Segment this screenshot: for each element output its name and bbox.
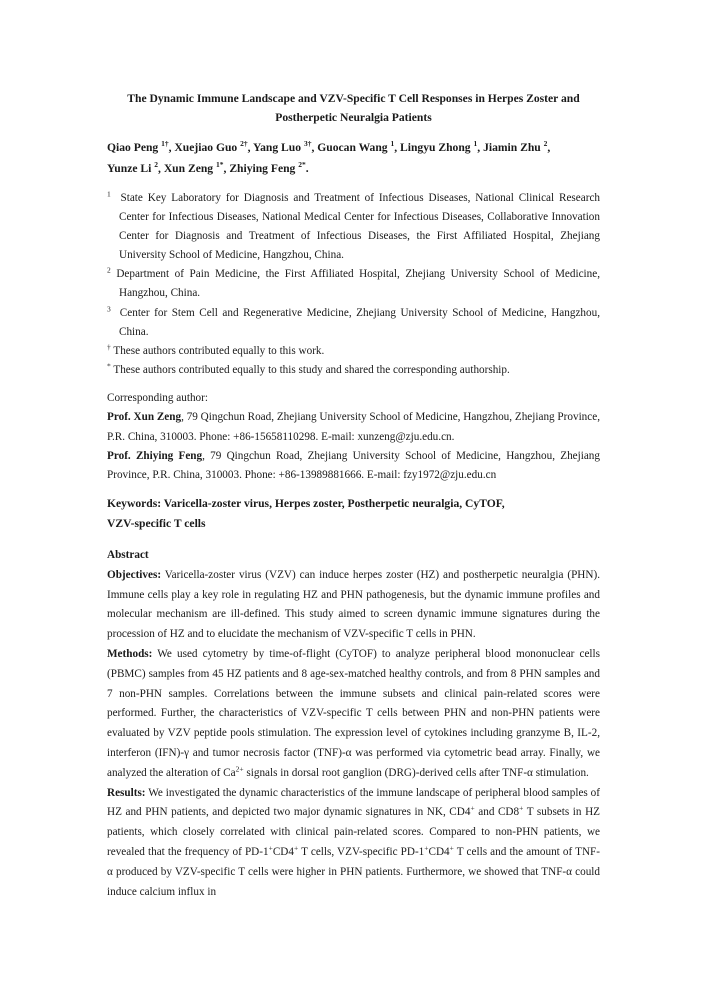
superscript: + [424,843,429,853]
corresponding-author-2 [107,447,600,486]
author-affil-mark: 2 [154,160,159,170]
abstract-methods [107,645,600,784]
superscript: + [293,843,299,853]
section-text: and CD8 [474,806,520,819]
affiliation-mark: 3 [107,303,111,313]
superscript: + [519,803,524,813]
section-text: T subsets in HZ patients, which closely correlated with clinical pain-related scores. Compared to non-PHN patients, we revealed that the frequency of PD-1 [107,806,600,858]
affiliation-2 [107,265,600,303]
corresponding-authors [107,389,600,485]
section-label: Results: [107,786,146,799]
title-line-1: The Dynamic Immune Landscape and VZV-Specific T Cell Responses in Herpes Zoster and [127,92,580,105]
author-affil-mark: 2 [543,139,548,149]
affiliation-mark: 2 [107,265,111,275]
abstract-heading: Abstract [107,549,149,561]
section-label: Objectives: [107,568,162,581]
author-name: Guocan Wang [317,141,388,154]
author-name: Jiamin Zhu [483,141,541,154]
equal-contribution-note [107,342,600,361]
superscript: 2+ [235,764,244,774]
abstract-objectives [107,566,600,645]
abstract-results [107,784,600,903]
affiliation-mark: 1 [107,189,111,199]
section-text: signals in dorsal root ganglion (DRG)-derived cells after TNF-α stimulation. [243,766,589,779]
contact-text: , 79 Qingchun Road, Zhejiang University School of Medicine, Hangzhou, Zhejiang Province, P.R. China, 310003. Phone: +86-15658110298. E-mail: xunzeng@zju.edu.cn. [107,411,600,443]
superscript: + [470,803,475,813]
author-name: Prof. Xun Zeng [107,411,182,424]
abstract [107,546,600,902]
author-name: Prof. Zhiying Feng [107,449,203,462]
note-text: These authors contributed equally to this study and shared the corresponding authorship. [113,363,510,376]
superscript: + [268,843,273,853]
section-label: Methods: [107,647,153,660]
note-text: These authors contributed equally to this work. [113,344,325,357]
corresponding-note [107,361,600,380]
affiliation-text: Department of Pain Medicine, the First Affiliated Hospital, Zhejiang University School of Medicine, Hangzhou, China. [116,268,601,300]
keywords-line-2: VZV-specific T cells [107,517,206,530]
superscript: + [449,843,454,853]
title-line-2: Postherpetic Neuralgia Patients [275,111,432,124]
author-list: Qiao Peng $^{1\dagger}$, Xuejiao Guo $^{2\dagger}$, Yang Luo $^{3\dagger}$, Guocan Wang $^1$, Lingyu Zhong $^1$, Jiamin Zhu $^2$, Yunze Li $^2$, Xun Zeng $^{1*}$, Zhiying Feng $^{2*}$. [107,139,551,175]
author-name: Zhiying Feng [229,162,296,175]
affiliation-1 [107,189,600,265]
author-name: Lingyu Zhong [400,141,471,154]
author-affil-mark: 1 [390,139,395,149]
affiliation-3 [107,304,600,342]
section-text: T cells, VZV-specific PD-1 [298,845,425,858]
keywords-line-1: Keywords: Varicella-zoster virus, Herpes zoster, Postherpetic neuralgia, CyTOF, [107,497,505,510]
section-text: We used cytometry by time-of-flight (CyTOF) to analyze peripheral blood mononuclear cells (PBMC) samples from 45 HZ patients and 8 age-sex-matched healthy controls, and from 8 PHN samples and 7 non-PHN samples. Correlations between the immune subsets and clinical pain-related scores were performed. Further, the characteristics of VZV-specific T cells between PHN and non-PHN patients were evaluated by VZV peptide pools stimulation. The expression level of cytokines including granzyme B, IL-2, interferon (IFN)-γ and tumor necrosis factor (TNF)-α was performed via cytometric bead array. Finally, we analyzed the alteration of Ca [107,647,600,779]
author-name: Xun Zeng [163,162,214,175]
author-affil-mark: 2† [240,139,248,149]
corresponding-author-1 [107,408,600,447]
affiliation-text: State Key Laboratory for Diagnosis and Treatment of Infectious Diseases, National Clinical Research Center for Infectious Diseases, National Medical Center for Infectious Diseases, Collaborative Innovation Center for Diagnosis and Treatment of Infectious Diseases, the First Affiliated Hospital, Zhejiang University School of Medicine, Hangzhou, China. [119,192,601,262]
keywords [107,494,600,534]
dagger-mark: † [107,342,111,352]
corresponding-heading: Corresponding author: [107,392,208,404]
section-text: We investigated the dynamic characteristics of the immune landscape of peripheral blood samples of HZ and PHN patients, and depicted two major dynamic signatures in NK, CD4 [107,786,600,819]
section-text: T cells and the amount of TNF-α produced by VZV-specific T cells were higher in PHN patients. Furthermore, we showed that TNF-α could induce calcium influx in [107,845,600,898]
author-affil-mark: 1† [161,139,169,149]
author-affil-mark: 1 [473,139,478,149]
section-text: CD4 [272,845,294,858]
affiliations [107,189,600,380]
author-affil-mark: 3† [303,139,312,149]
section-text: Varicella-zoster virus (VZV) can induce herpes zoster (HZ) and postherpetic neuralgia (PHN). Immune cells play a key role in regulating HZ and PHN pathogenesis, but the dynamic immune profiles and molecular mechanism are ill-defined. This study aimed to screen dynamic immune signatures during the procession of HZ and to elucidate the mechanism of VZV-specific T cells in PHN. [107,568,600,641]
author-name: Yunze Li [107,162,152,175]
paper-title [107,89,600,127]
affiliation-text: Center for Stem Cell and Regenerative Medicine, Zhejiang University School of Medicine, Hangzhou, China. [119,306,600,338]
contact-text: , 79 Qingchun Road, Zhejiang University School of Medicine, Hangzhou, Zhejiang Province, P.R. China, 310003. Phone: +86-13989881666. E-mail: fzy1972@zju.edu.cn [107,449,600,482]
author-name: Xuejiao Guo [174,141,238,154]
author-affil-mark: 1* [216,160,224,170]
author-affil-mark: 2* [298,160,306,170]
author-name: Yang Luo [253,141,302,154]
author-name: Qiao Peng [107,141,159,154]
section-text: CD4 [428,845,450,858]
asterisk-mark: * [107,361,111,371]
